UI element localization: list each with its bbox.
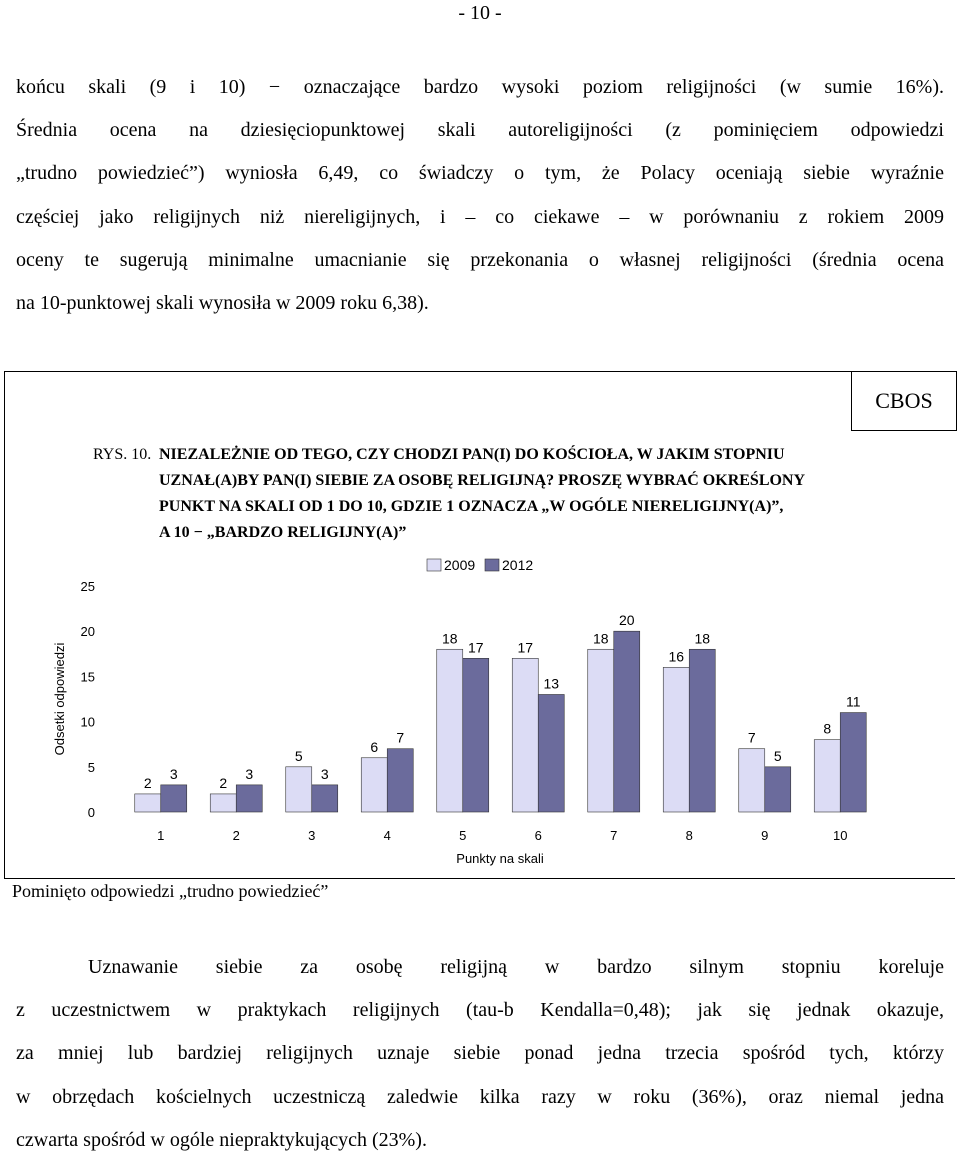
bar-2009 xyxy=(814,740,840,812)
bar-2009 xyxy=(739,749,765,812)
bar-2009 xyxy=(361,758,387,812)
bar-2009 xyxy=(437,649,463,812)
bar-2012 xyxy=(387,749,413,812)
bar-value-label: 17 xyxy=(467,639,484,656)
paragraph-line: w obrzędach kościelnych uczestniczą zaledwie kilka razy w roku (36%), oraz niemal jedna xyxy=(16,1085,944,1108)
bar-value-label: 13 xyxy=(543,675,560,692)
bar-2012 xyxy=(161,785,187,812)
figure-title xyxy=(159,442,879,546)
y-tick-label: 15 xyxy=(80,669,95,685)
figure-title-line: UZNAŁ(A)BY PAN(I) SIEBIE ZA OSOBĘ RELIGIJNĄ? PROSZĘ WYBRAĆ OKREŚLONY xyxy=(159,472,806,489)
page-number: - 10 - xyxy=(458,2,502,24)
paragraph-line: częściej jako religijnych niż niereligijnych, i – co ciekawe – w porównaniu z rokiem 2009 xyxy=(16,205,944,228)
bar-2012 xyxy=(463,658,489,812)
bar-value-label: 5 xyxy=(773,747,782,764)
paragraph-line: z uczestnictwem w praktykach religijnych (tau-b Kendalla=0,48); jak się jednak okazuje, xyxy=(16,999,944,1022)
bar-value-label: 17 xyxy=(517,639,534,656)
x-tick-label: 1 xyxy=(157,828,165,843)
paragraph-line: na 10-punktowej skali wynosiła w 2009 roku 6,38). xyxy=(16,291,429,314)
bar-value-label: 3 xyxy=(245,765,254,782)
x-tick-label: 4 xyxy=(383,828,391,843)
x-axis-label: Punkty na skali xyxy=(456,851,544,866)
x-tick-label: 8 xyxy=(685,828,693,843)
paragraph-line: końcu skali (9 i 10) − oznaczające bardzo wysoki poziom religijności (w sumie 16%). xyxy=(16,76,944,98)
y-tick-label: 0 xyxy=(87,805,95,820)
paragraph-line: „trudno powiedzieć”) wyniosła 6,49, co świadczy o tym, że Polacy oceniają siebie wyraźnie xyxy=(16,162,944,185)
bar-value-label: 6 xyxy=(370,738,379,755)
bar-2009 xyxy=(135,794,161,812)
x-tick-label: 6 xyxy=(534,828,542,843)
bar-value-label: 3 xyxy=(320,765,329,782)
paragraph-line: Średnia ocena na dziesięciopunktowej skali autoreligijności (z pominięciem odpowiedzi xyxy=(16,119,944,142)
bar-value-label: 2 xyxy=(219,774,228,791)
legend-label: 2012 xyxy=(502,557,534,573)
x-tick-label: 2 xyxy=(232,828,240,843)
bar-value-label: 2 xyxy=(143,774,152,791)
figure-title-line: NIEZALEŻNIE OD TEGO, CZY CHODZI PAN(I) DO KOŚCIOŁA, W JAKIM STOPNIU xyxy=(159,446,785,463)
bar-value-label: 8 xyxy=(823,720,832,737)
paragraph-line: za mniej lub bardziej religijnych uznaje siebie ponad jedna trzecia spośród tych, którzy xyxy=(16,1042,944,1065)
bar-2012 xyxy=(236,785,262,812)
y-axis-label: Odsetki odpowiedzi xyxy=(52,642,67,756)
figure-footnote: Pominięto odpowiedzi „trudno powiedzieć” xyxy=(12,881,329,901)
x-tick-label: 10 xyxy=(833,828,848,843)
y-tick-label: 25 xyxy=(80,579,95,594)
bar-2009 xyxy=(210,794,236,812)
bar-value-label: 11 xyxy=(845,693,861,710)
x-tick-label: 5 xyxy=(459,828,467,843)
paragraph-line: Uznawanie siebie za osobę religijną w bardzo silnym stopniu koreluje xyxy=(88,956,944,978)
bar-2012 xyxy=(765,767,791,812)
bar-value-label: 20 xyxy=(618,612,635,629)
bar-value-label: 18 xyxy=(694,630,711,647)
bar-chart xyxy=(0,545,960,875)
y-tick-label: 10 xyxy=(80,714,95,730)
bar-2012 xyxy=(538,694,564,812)
y-tick-label: 5 xyxy=(87,759,95,775)
bar-2012 xyxy=(689,649,715,812)
figure-label: RYS. 10. xyxy=(93,446,152,463)
bar-value-label: 7 xyxy=(396,729,405,746)
source-badge: CBOS xyxy=(851,371,957,431)
bar-value-label: 18 xyxy=(592,630,609,647)
paragraph-conclusion xyxy=(16,946,944,1162)
x-tick-label: 3 xyxy=(308,828,316,843)
figure-title-line: PUNKT NA SKALI OD 1 DO 10, GDZIE 1 OZNACZA „W OGÓLE NIERELIGIJNY(A)”, xyxy=(159,498,784,515)
bar-2009 xyxy=(286,767,312,812)
bar-2012 xyxy=(614,631,640,812)
bar-2009 xyxy=(663,667,689,812)
bar-value-label: 5 xyxy=(294,747,303,764)
paragraph-intro xyxy=(16,66,944,325)
y-tick-label: 20 xyxy=(80,624,95,640)
bar-value-label: 16 xyxy=(668,648,685,665)
bar-value-label: 7 xyxy=(747,729,756,746)
bar-2009 xyxy=(512,658,538,812)
bar-2009 xyxy=(588,649,614,812)
bar-2012 xyxy=(312,785,338,812)
x-tick-label: 9 xyxy=(761,828,769,843)
figure-title-line: A 10 − „BARDZO RELIGIJNY(A)” xyxy=(159,524,407,541)
bar-value-label: 3 xyxy=(169,765,178,782)
paragraph-line: czwarta spośród w ogóle niepraktykujących (23%). xyxy=(16,1128,427,1151)
paragraph-line: oceny te sugerują minimalne umacnianie się przekonania o własnej religijności (średnia ocena xyxy=(16,248,944,271)
bar-2012 xyxy=(840,713,866,812)
bar-value-label: 18 xyxy=(441,630,458,647)
x-tick-label: 7 xyxy=(610,828,618,843)
legend-label: 2009 xyxy=(444,557,476,573)
legend-swatch xyxy=(485,559,499,571)
legend-swatch xyxy=(427,559,441,571)
